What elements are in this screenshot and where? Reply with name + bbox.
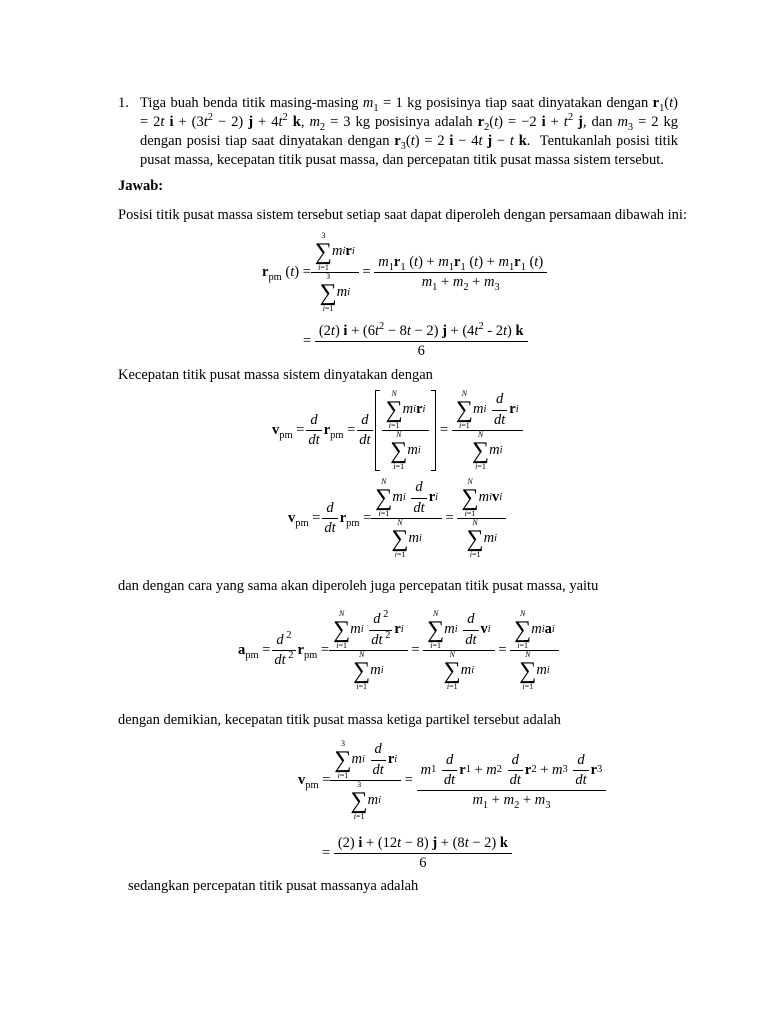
accel-intro: dan dengan cara yang sama akan diperoleh juga percepatan titik pusat massa, yaitu [118, 578, 599, 594]
velocity-intro: Kecepatan titik pusat massa sistem dinyatakan dengan [118, 367, 433, 383]
problem-number: 1. [118, 95, 129, 111]
equation-r-pm-result: = $\frac{(2t) i + (6t^2 - 8t - 2) j + (4t^2 - 2t) k}{6}$ [303, 322, 528, 361]
velocity-result-intro: dengan demikian, kecepatan titik pusat massa ketiga partikel tersebut adalah [118, 712, 561, 728]
equation-r-pm: $r_{pm}$ (t) = 3 ∑ i=1 m i r i 3 ∑ i=1 m i = $\frac{m_1r_1 (t) + m_1r_1 (t) + m_1r_1 (t)}{m_1 + m_2 + m_3}$ [262, 232, 547, 313]
equation-a-pm-def: $a_{pm}$ = $\frac{d ^2}{dt ^2}$ $r_{pm}$ = N ∑ i=1 m i d $^2$ dt $^2$ r i N ∑ i=1 m i = N ∑ i=1 m i d dt v i N ∑ i=1 m i = N ∑ i=1 m i a i N ∑ i=1 m i [238, 610, 559, 691]
position-intro: Posisi titik pusat massa sistem tersebut setiap saat dapat diperoleh dengan persamaan dibawah ini: [118, 207, 687, 223]
equation-v-pm-calc: $v_{pm}$ = 3 ∑ i=1 m i d dt r i 3 ∑ i=1 m i = m 1 d dt r 1 + m 2 d dt r 2 + m 3 d dt r 3 $m_1 + m_2 + m_3$ [298, 740, 606, 821]
equation-v-pm-def2: $v_{pm}$ = $\frac{d}{dt}$ $r_{pm}$ = N ∑ i=1 m i d dt r i N ∑ i=1 m i = N ∑ i=1 m i v i N ∑ i=1 m i [288, 478, 506, 559]
problem-statement [118, 94, 678, 171]
answer-heading: Jawab: [118, 178, 164, 194]
accel-result-intro: sedangkan percepatan titik pusat massanya adalah [128, 878, 419, 894]
problem-text: Tiga buah benda titik masing-masing $m_1 = 1$ kg posisinya tiap saat dinyatakan dengan $r_1(t) = 2t$ $i + (3t^2 - 2) j + 4t^2$ k, $m_2 = 3$ kg posisinya adalah $r_2(t) = -2$ $i + t^2$ j, dan $m_3 = 2$ kg dengan posisi tiap saat dinyatakan dengan $r_3(t) = 2$ i − 4t j − t k. Tentukanlah posisi titik pusat massa, kecepatan titik pusat massa, dan percepatan titik pusat massa sistem tersebut. [140, 95, 679, 169]
equation-v-pm-result: = $\frac{(2) i + (12t - 8) j + (8t - 2) k}{6}$ [322, 834, 512, 873]
equation-v-pm-def: $v_{pm}$ = $\frac{d}{dt}$ $r_{pm}$ = $\frac{d}{dt}$ N ∑ i=1 m i r i N ∑ i=1 m i = N ∑ i=1 m i d dt r i N ∑ i=1 m i [272, 390, 523, 471]
